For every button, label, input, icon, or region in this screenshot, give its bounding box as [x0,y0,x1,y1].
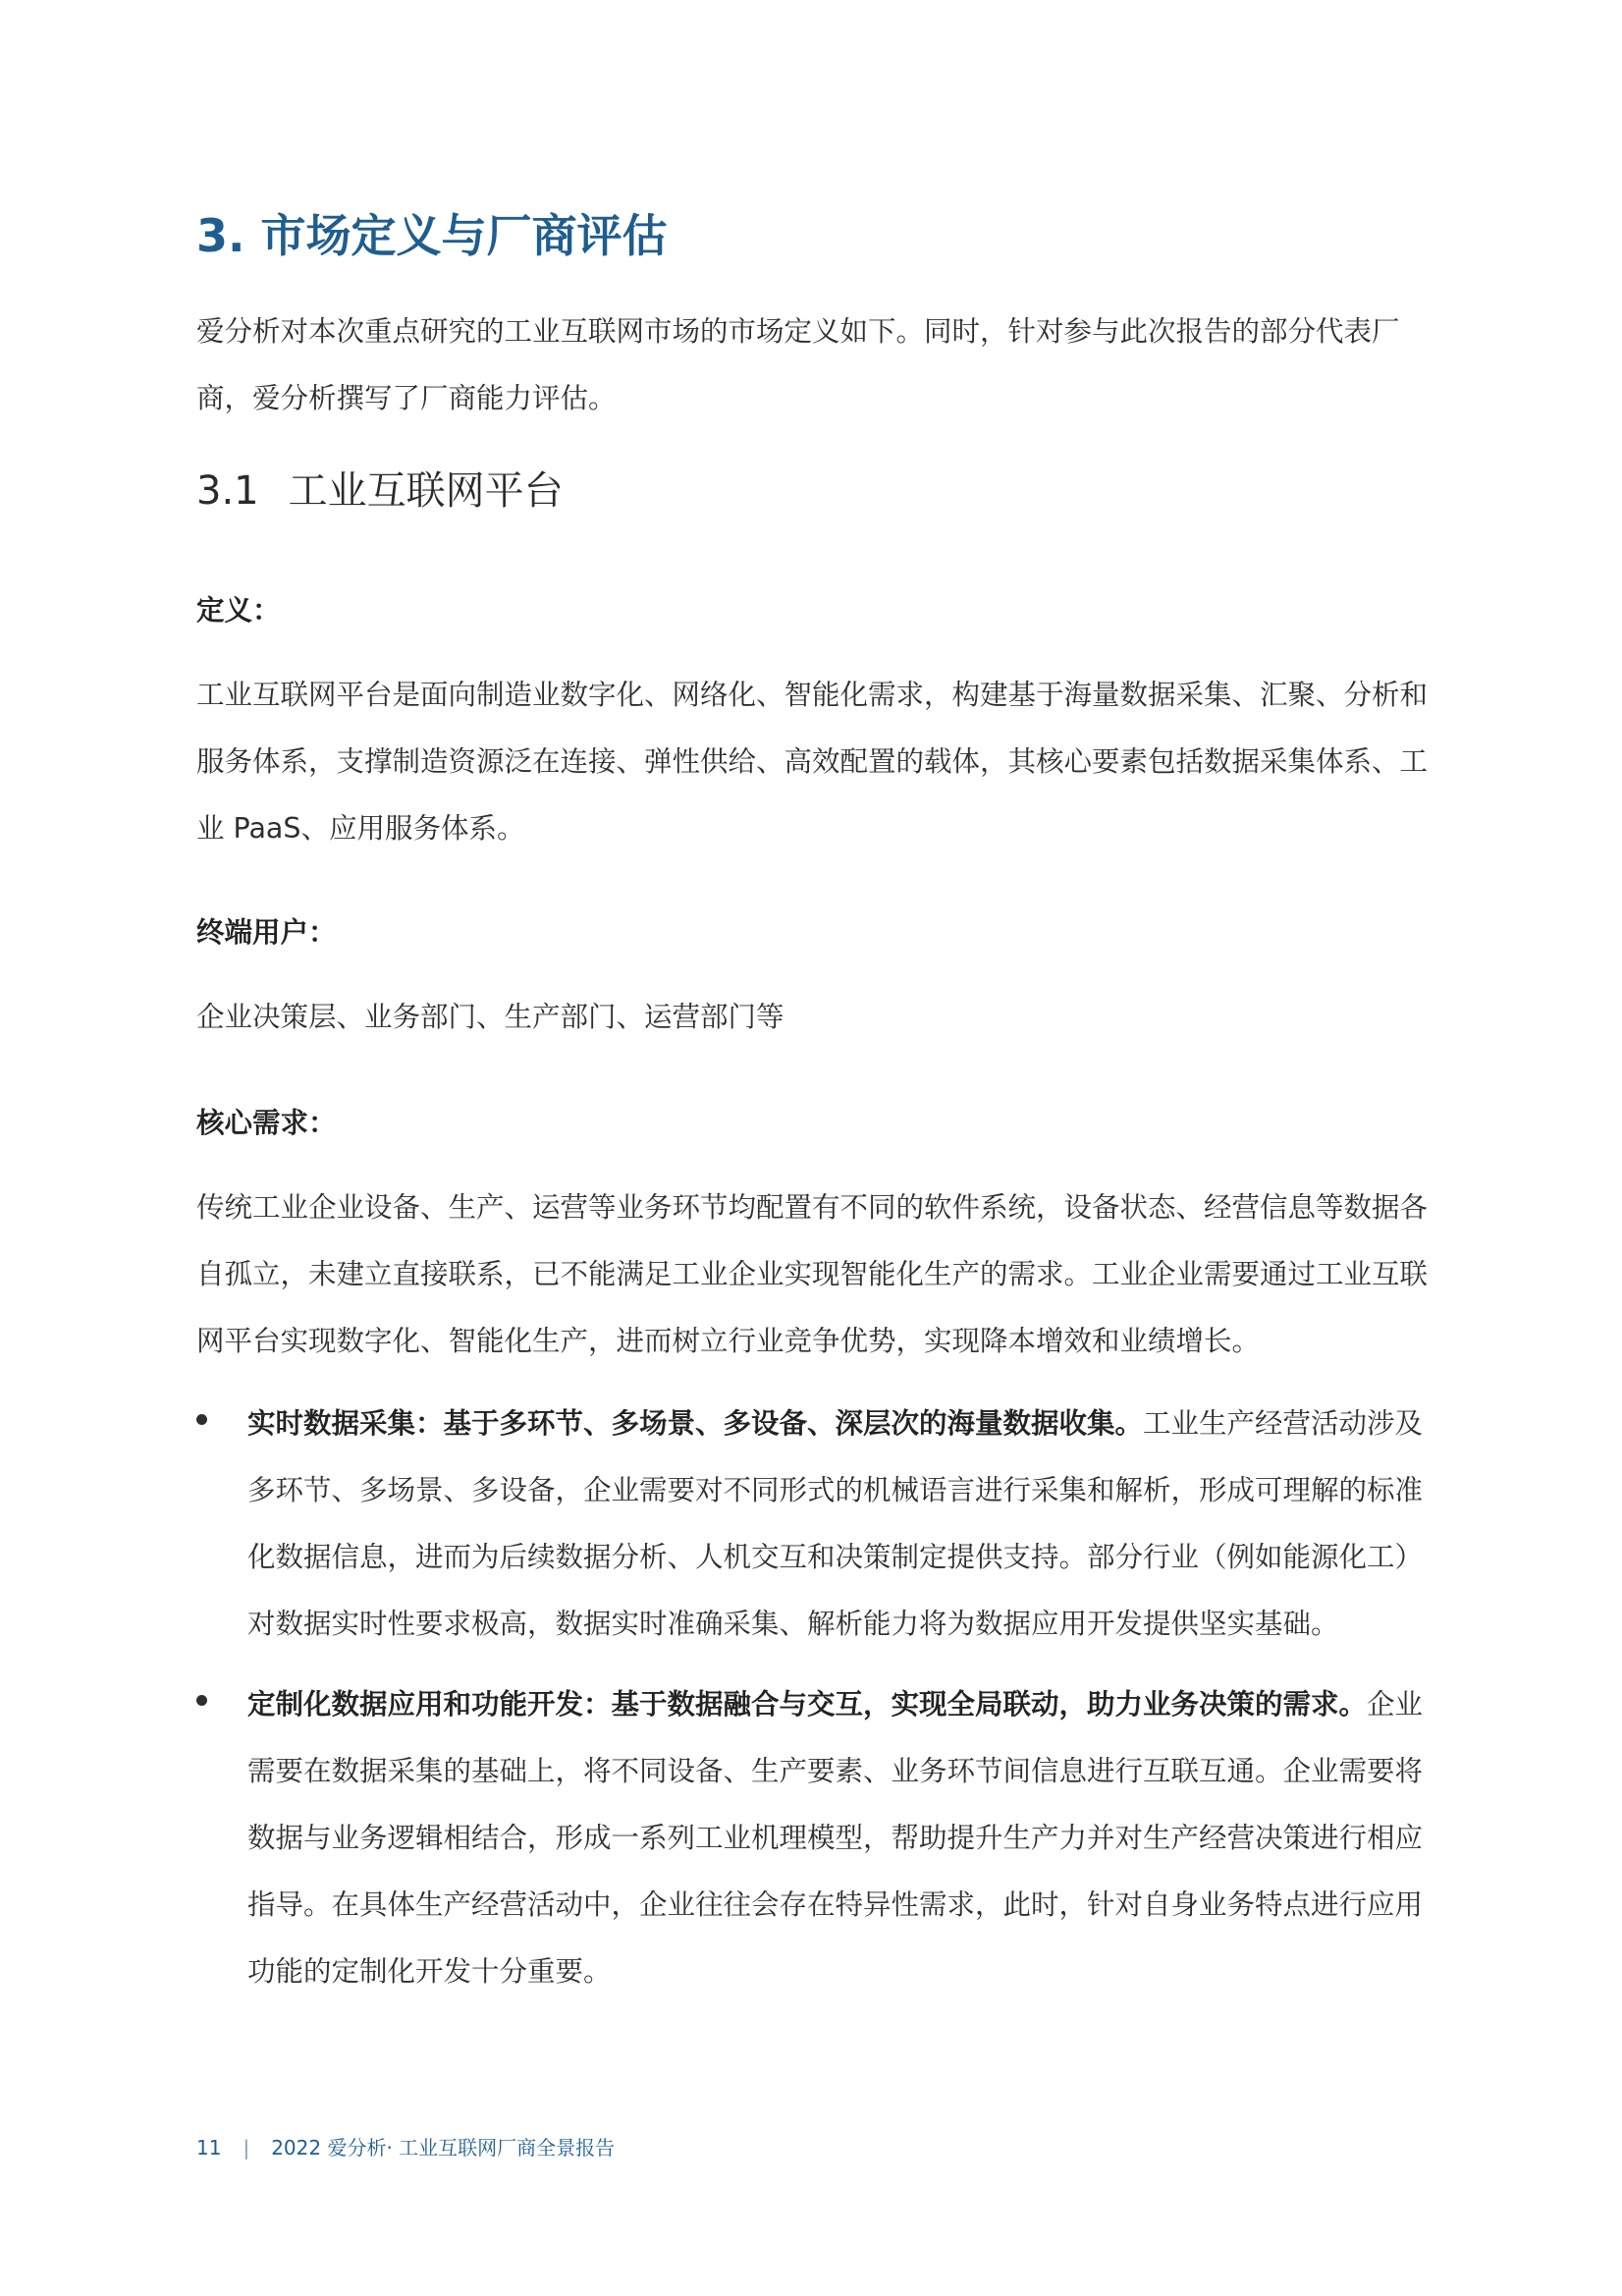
bullet-paragraph [247,1671,1443,2005]
bullet-paragraph [247,1391,1443,1658]
end-users-text: 企业决策层、业务部门、生产部门、运营部门等 [196,1001,784,1033]
bullet-heading: 定制化数据应用和功能开发：基于数据融合与交互，实现全局联动，助力业务决策的需求。 [247,1688,1368,1721]
bullet-icon [196,1414,207,1425]
section-title: 3. 市场定义与厂商评估 [196,209,668,262]
bullet-body: 工业生产经营活动涉及多环节、多场景、多设备，企业需要对不同形式的机械语言进行采集和解析，形成可理解的标准化数据信息，进而为后续数据分析、人机交互和决策制定提供支持。部分行业（例如能源化工）对数据实时性要求极高，数据实时准确采集、解析能力将为数据应用开发提供坚实基础。 [247,1407,1424,1640]
bullet-heading: 实时数据采集：基于多环节、多场景、多设备、深层次的海量数据收集。 [247,1407,1144,1440]
end-users-label: 终端用户： [196,916,337,949]
definition-text: 工业互联网平台是面向制造业数字化、网络化、智能化需求，构建基于海量数据采集、汇聚、分析和服务体系，支撑制造资源泛在连接、弹性供给、高效配置的载体，其核心要素包括数据采集体系、工业 PaaS、应用服务体系。 [196,679,1429,845]
bullet-body: 企业需要在数据采集的基础上，将不同设备、生产要素、业务环节间信息进行互联互通。企业需要将数据与业务逻辑相结合，形成一系列工业机理模型，帮助提升生产力并对生产经营决策进行相应指导。在具体生产经营活动中，企业往往会存在特异性需求，此时，针对自身业务特点进行应用功能的定制化开发十分重要。 [247,1688,1424,1988]
subsection-number: 3.1 [196,468,259,514]
definition-label: 定义： [196,594,281,627]
subsection-title: 工业互联网平台 [288,468,564,514]
footer-separator: | [243,2136,250,2159]
list-item [196,1671,1443,2005]
report-title: 2022 爱分析· 工业互联网厂商全景报告 [271,2136,616,2159]
subsection-heading [196,462,564,520]
core-needs-text: 传统工业企业设备、生产、运营等业务环节均配置有不同的软件系统，设备状态、经营信息等数据各自孤立，未建立直接联系，已不能满足工业企业实现智能化生产的需求。工业企业需要通过工业互联网平台实现数字化、智能化生产，进而树立行业竞争优势，实现降本增效和业绩增长。 [196,1191,1429,1357]
bullet-icon [196,1695,207,1706]
core-needs-label: 核心需求： [196,1107,337,1139]
page-footer [196,2133,615,2162]
page-number: 11 [196,2136,222,2159]
section-intro: 爱分析对本次重点研究的工业互联网市场的市场定义如下。同时，针对参与此次报告的部分代表厂商，爱分析撰写了厂商能力评估。 [196,315,1400,414]
list-item [196,1391,1443,1658]
